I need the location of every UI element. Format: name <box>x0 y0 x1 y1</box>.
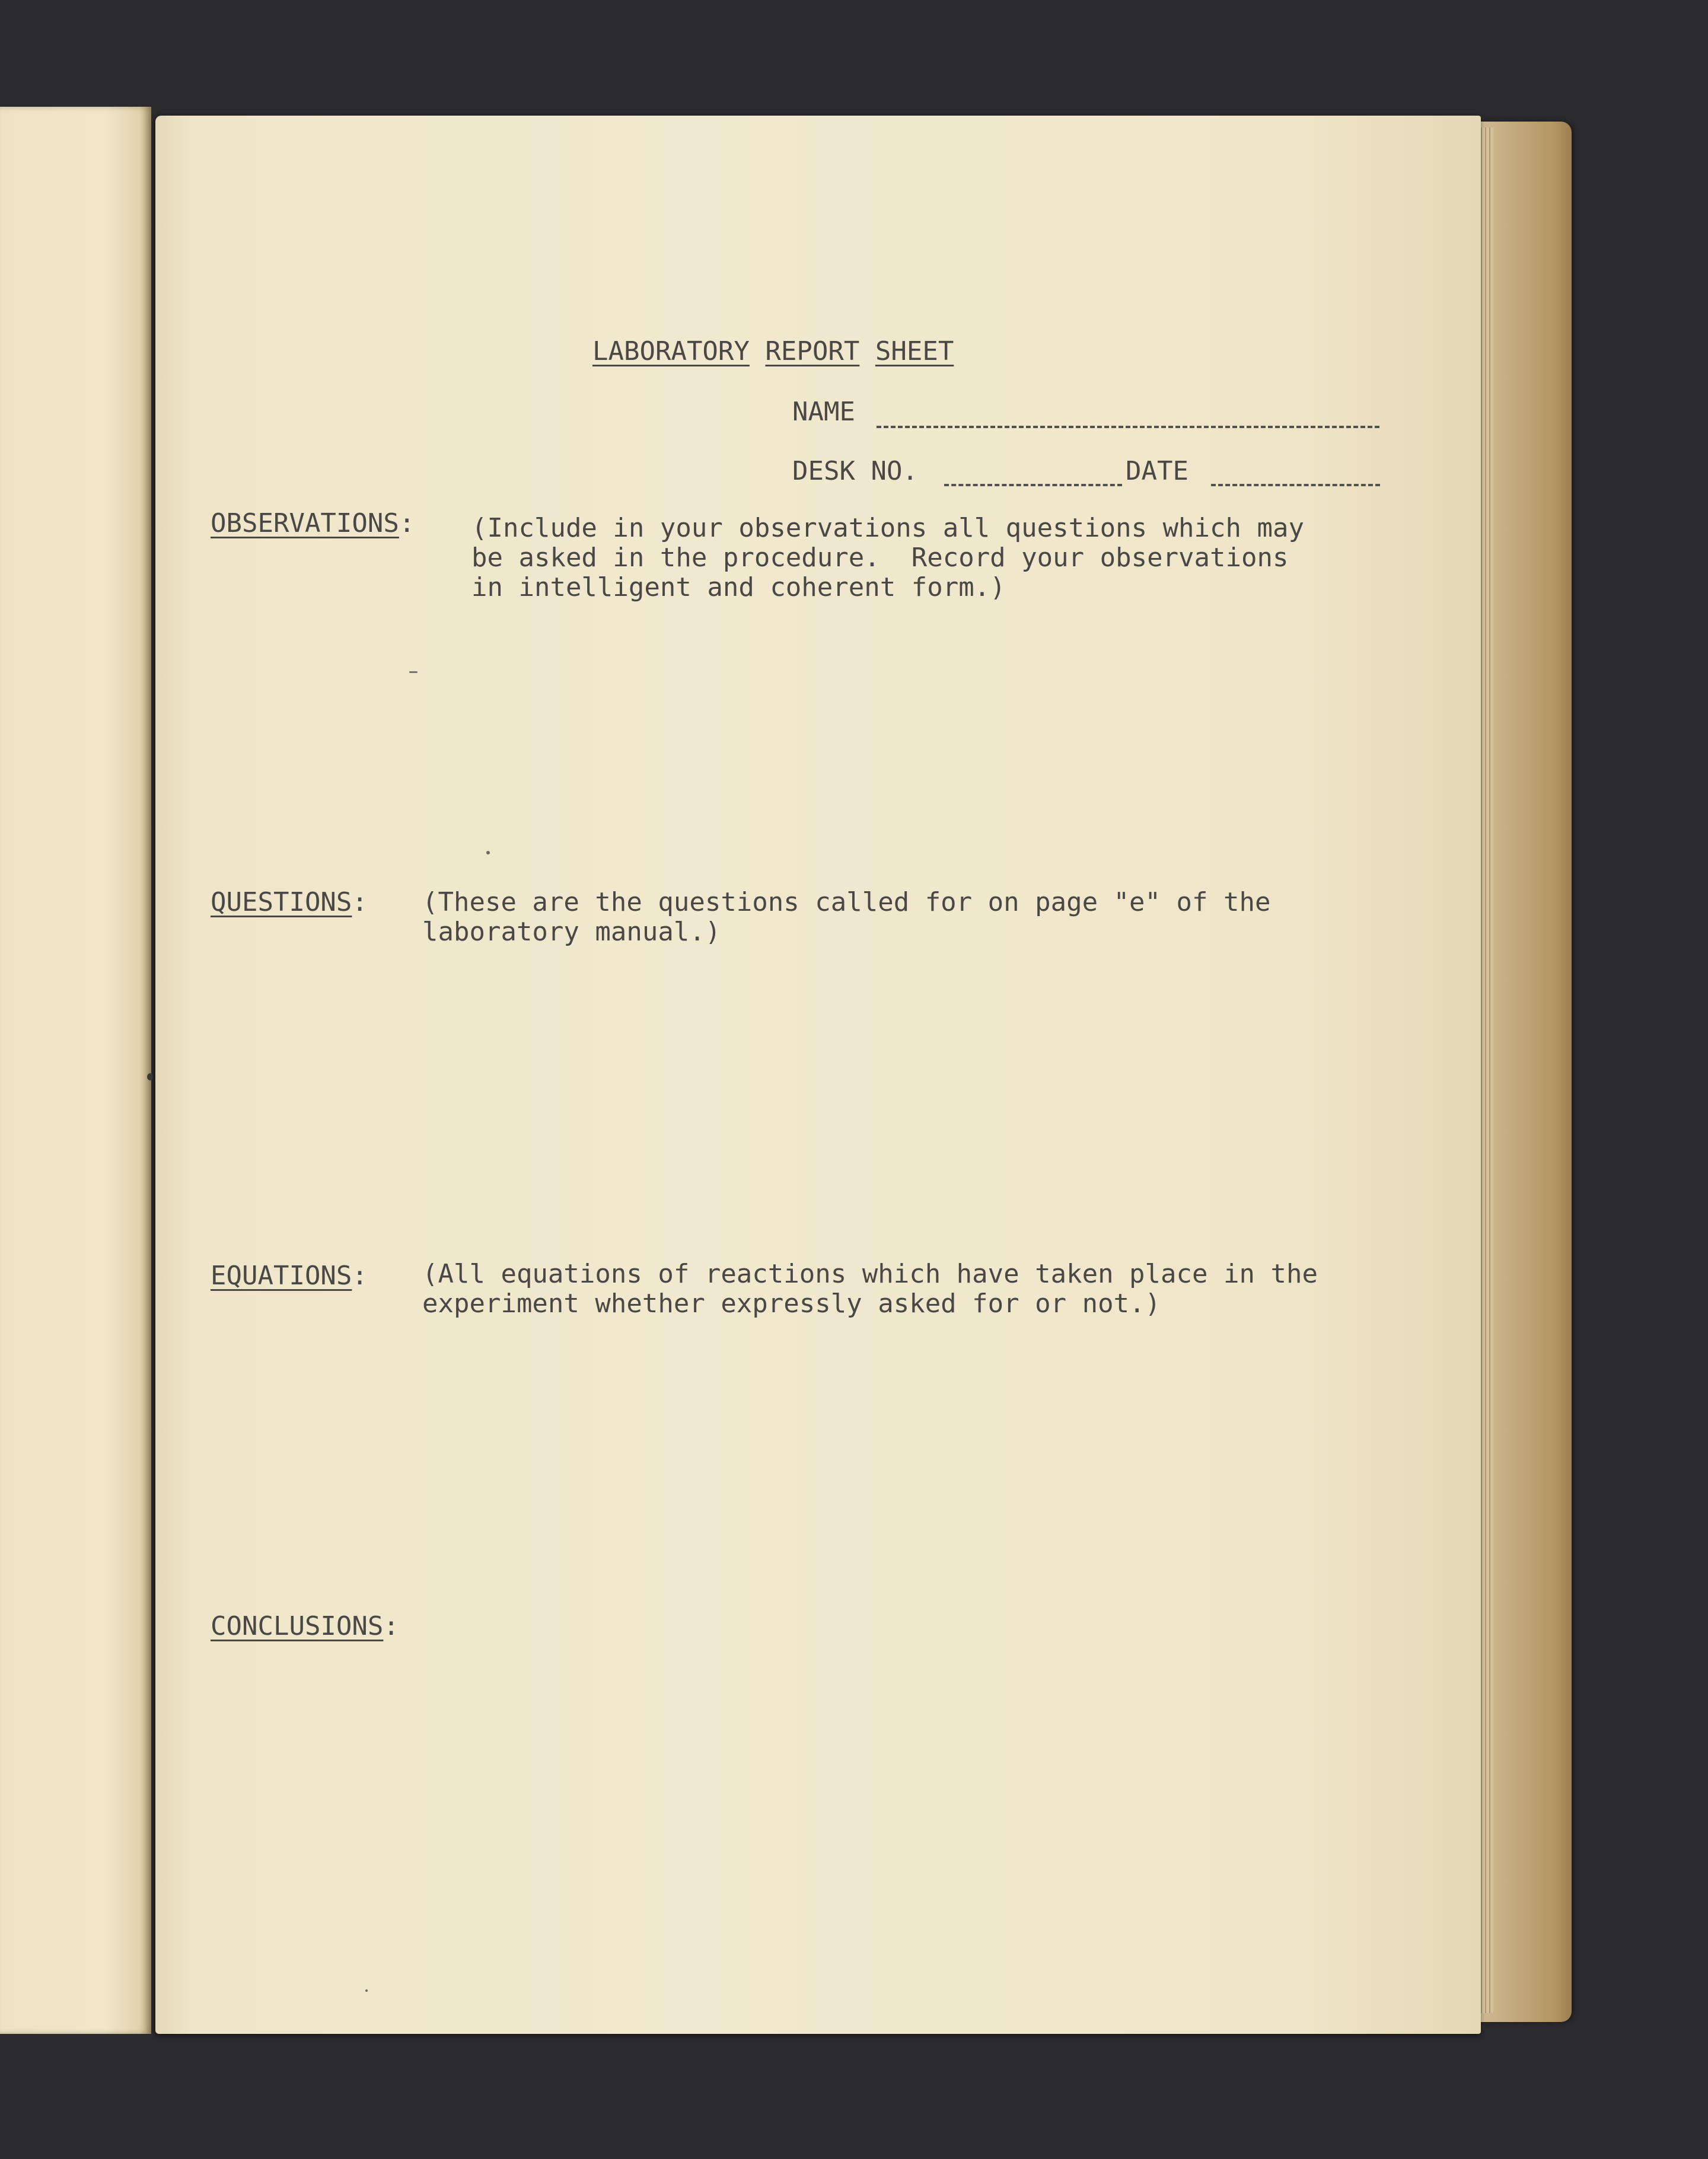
questions-colon: : <box>352 887 368 917</box>
name-label: NAME <box>792 397 855 427</box>
questions-instructions: (These are the questions called for on page "e" of the laboratory manual.) <box>422 887 1271 947</box>
conclusions-heading-text: CONCLUSIONS <box>211 1611 384 1641</box>
equations-instructions: (All equations of reactions which have taken place in the experiment whether expressly asked for or not.) <box>422 1259 1318 1319</box>
equations-heading <box>211 1261 368 1291</box>
title-word-report: REPORT <box>765 336 860 366</box>
desk-no-label: DESK NO. <box>792 456 918 486</box>
equations-heading-text: EQUATIONS <box>211 1261 352 1291</box>
conclusions-heading <box>211 1612 399 1641</box>
page-title <box>592 337 954 366</box>
paper-speck <box>409 671 418 673</box>
observations-colon: : <box>399 508 415 538</box>
paper-speck <box>147 1073 153 1080</box>
left-page <box>0 107 151 2034</box>
questions-heading <box>211 888 368 917</box>
equations-colon: : <box>352 1261 368 1291</box>
title-word-laboratory: LABORATORY <box>592 336 750 366</box>
observations-heading <box>211 509 415 538</box>
name-field-line[interactable] <box>877 426 1379 428</box>
desk-no-field-line[interactable] <box>944 484 1122 486</box>
paper-speck <box>486 851 490 854</box>
date-label: DATE <box>1126 456 1188 486</box>
paper-speck <box>365 1989 368 1992</box>
observations-heading-text: OBSERVATIONS <box>211 508 399 538</box>
date-field-line[interactable] <box>1211 484 1380 486</box>
questions-heading-text: QUESTIONS <box>211 887 352 917</box>
conclusions-colon: : <box>383 1611 399 1641</box>
observations-instructions: (Include in your observations all questions which may be asked in the procedure. Record your observations in intelligent and coherent form.) <box>471 513 1304 602</box>
title-word-sheet: SHEET <box>875 336 954 366</box>
